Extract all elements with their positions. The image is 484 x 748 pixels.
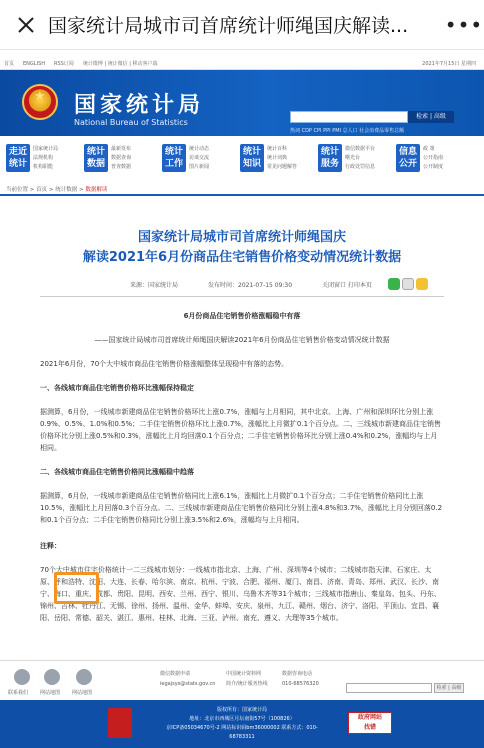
national-emblem-icon [22,84,58,120]
sitemap-icon[interactable] [76,669,92,685]
nav-link[interactable]: 访谈交流 [189,154,210,161]
star-icon[interactable] [416,278,428,290]
main-nav [0,142,484,178]
copyright-line: 京ICP备05034670号-2 网站标识码bm36000002 联系方式：010- [166,725,318,731]
share-icons [388,278,430,290]
highlight-box [54,572,99,604]
nav-link[interactable]: 统计动态 [189,145,210,152]
footer [0,660,484,700]
nav-link[interactable]: 公开制度 [423,163,444,170]
copyright-line: 68783311 [229,734,255,740]
close-print-links[interactable]: 关闭窗口 打印本页 [322,282,372,289]
footer-link[interactable]: 联系我们 [8,690,29,696]
app-bar [0,0,484,50]
nav-section[interactable] [318,142,396,174]
footer-search-button[interactable]: 检索 | 高级 [434,683,464,693]
article-source: 来源：国家统计局 [130,282,179,289]
note-title: 注释： [40,542,61,550]
note-text: 70个大中城市住宅价格统计一二三线城市划分：一线城市指北京、上海、广州、深圳等4个城市；二线城市指天津、石家庄、太原、呼和浩特、沈阳、大连、长春、哈尔滨、南京、杭州、宁波、合肥、福州、厦门、南昌、济南、青岛、郑州、武汉、长沙、南宁、海口、重庆、成都、贵阳、昆明、西安、兰州、西宁、银川、乌鲁木齐等31个城市；三线城市指唐山、秦皇岛、包头、丹东、锦州、吉林、牡丹江、无锡、徐州、扬州、温州、金华、蚌埠、安庆、泉州、九江、赣州、烟台、济宁、洛阳、平顶山、宜昌、襄阳、岳阳、常德、韶关、湛江、惠州、桂林、北海、三亚、泸州、南充、遵义、大理等35个城市。 [40,566,441,622]
nav-link[interactable]: 统计词典 [267,154,288,161]
copyright-bar [0,700,484,748]
gov-error-report-button[interactable]: 政府网站 找错 [348,712,392,734]
footer-item[interactable]: iegajsys@stats.gov.cn [160,681,216,687]
footer-link[interactable]: 网站地图 [40,690,61,696]
copyright-line: 版权所有：国家统计局 [216,707,267,713]
hot-keywords[interactable]: 热词 CDP CPI PPI PMI 总人口 社会消费品零售总额 [290,128,405,134]
nav-tag[interactable]: 统计 工作 [162,144,186,172]
nav-section[interactable] [84,142,162,174]
nav-links [189,145,209,172]
footer-item[interactable]: 中国统计资料网 [226,671,262,677]
page-title: 国家统计局城市司首席统计师绳国庆解读... [48,15,409,37]
more-icon[interactable]: ••• [444,12,484,37]
nav-links [267,145,297,172]
footer-item[interactable]: 微信数据申请 [160,671,191,677]
wechat-icon[interactable] [388,278,400,290]
article-paragraph: 据测算，6月份，一线城市新建商品住宅销售价格环比上涨0.7%，涨幅与上月相同，其中北京、上海、广州和深圳环比分别上涨0.9%、0.5%、1.0%和0.5%；二手住宅销售价格环比上涨0.7%，涨幅比上月微扩0.1个百分点。二、三线城市新建商品住宅销售价格环比分别上涨0.5%和0.3%，涨幅比上月均回落0.1个百分点；二手住宅销售价格环比分别上涨0.4%和0.2%，涨幅均与上月相同。 [40,408,442,452]
site-title-cn: 国家统计局 [74,93,205,118]
article-paragraph: 2021年6月份，70个大中城市商品住宅销售价格涨幅整体呈现稳中有落的态势。 [40,360,289,368]
section-heading: 二、各线城市商品住宅销售价格同比涨幅稳中趋落 [40,468,194,476]
contact-icon[interactable] [14,669,30,685]
nav-link[interactable]: 法规机构 [33,154,54,161]
top-links-bar [0,58,484,70]
site-banner [0,70,484,136]
link-rss[interactable]: RSS订阅 [53,61,74,67]
breadcrumb-current[interactable]: 数据解读 [85,187,108,193]
nav-link[interactable]: 曙光台 [345,154,361,161]
nav-link[interactable]: 普查数据 [111,163,132,170]
nav-section[interactable] [162,142,240,174]
nav-tag[interactable]: 统计 知识 [240,144,264,172]
weibo-icon[interactable] [402,278,414,290]
nav-links [423,145,443,172]
article-title [0,228,484,268]
nav-links [345,145,375,172]
nav-links [33,145,58,172]
site-title-en: National Bureau of Statistics [74,118,188,127]
footer-column [160,669,215,689]
article-title-line2: 解读2021年6月份商品住宅销售价格变动情况统计数据 [82,250,402,265]
article-paragraph: 据测算，6月份，一线城市新建商品住宅销售价格同比上涨6.1%，涨幅比上月微扩0.1个百分点；二手住宅销售价格同比上涨10.5%，涨幅比上月回落0.3个百分点。二、三线城市新建商品住宅销售价格同比分别上涨4.8%和3.7%，涨幅比上月分别回落0.2和0.1个百分点；二手住宅销售价格同比分别上涨3.5%和2.6%，涨幅均与上月相同。 [40,492,443,524]
footer-column [282,669,319,689]
close-icon [16,15,36,35]
nav-link[interactable]: 图片新闻 [189,163,210,170]
close-button[interactable] [8,7,44,43]
footer-column [226,669,268,689]
article-heading: 6月份商品住宅销售价格涨幅稳中有落 [183,312,301,320]
nav-link[interactable]: 常见问题解答 [267,163,298,170]
copyright-text [0,706,484,742]
link-social[interactable]: 统计微博 | 统计微信 | 移动客户端 [82,61,158,67]
link-home[interactable]: 首页 [4,61,15,67]
nav-link[interactable]: 公开指南 [423,154,444,161]
nav-link[interactable]: 微信数据平台 [345,145,376,152]
article-title-line1: 国家统计局城市司首席统计师绳国庆 [137,230,346,245]
nav-tag[interactable]: 统计 服务 [318,144,342,172]
article-subheading: ——国家统计局城市司首席统计师绳国庆解读2021年6月份商品住宅销售价格变动情况统计数据 [94,336,390,344]
nav-section[interactable] [396,142,474,174]
nav-link[interactable]: 数据查询 [111,154,132,161]
nav-link[interactable]: 机构职能 [33,163,54,170]
breadcrumb [0,182,484,196]
nav-tag[interactable]: 统计 数据 [84,144,108,172]
footer-item[interactable]: 简介/统计服务热线 [226,681,268,687]
footer-item: 数据咨询电话 [282,671,313,677]
footer-item: 010-68576320 [282,681,319,687]
section-heading: 一、各线城市商品住宅销售价格环比涨幅保持稳定 [40,384,194,392]
nav-section[interactable] [240,142,318,174]
link-english[interactable]: ENGLISH [23,60,45,67]
nav-link[interactable]: 行政处罚信息 [345,163,376,170]
footer-search-input[interactable] [346,683,432,693]
nav-link[interactable]: 最新发布 [111,145,132,152]
copyright-line: 地址：北京市西城区月坛南街57号（100826） [189,716,295,722]
nav-section[interactable] [6,142,84,174]
article-time: 发布时间：2021-07-15 09:30 [208,282,293,289]
current-date: 2021年7月15日 星期四 [422,61,476,67]
divider [40,296,444,297]
nav-link[interactable]: 国家统计局 [33,145,59,152]
nav-link[interactable]: 统计百科 [267,145,288,152]
nav-tag[interactable]: 走近 统计 [6,144,30,172]
sitemap-icon[interactable] [44,669,60,685]
nav-links [111,145,131,172]
search-button[interactable]: 检索 | 高级 [408,111,454,123]
nav-tag[interactable]: 信息 公开 [396,144,420,172]
breadcrumb-path[interactable]: 当前位置 > 首页 > 统计数据 > [6,187,86,193]
nav-link[interactable]: 政 策 [423,145,435,152]
footer-link[interactable]: 网站地图 [72,690,93,696]
search-input[interactable] [290,111,408,123]
